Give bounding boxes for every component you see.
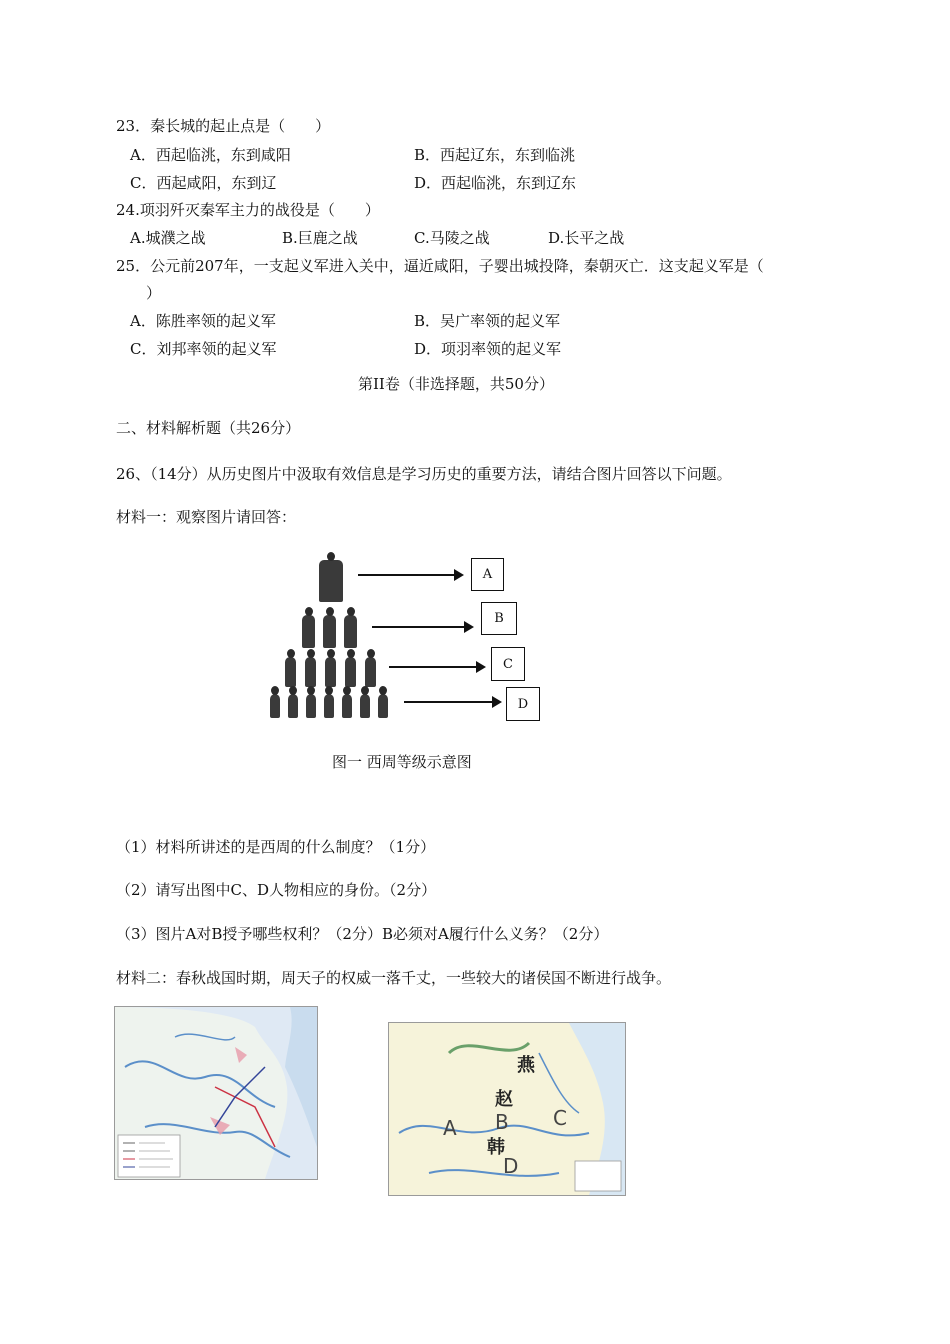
official-figure — [345, 657, 356, 687]
q26-sub1: （1）材料所讲述的是西周的什么制度？（1分） — [116, 838, 436, 856]
q23-option-b: B．西起辽东，东到临洮 — [414, 146, 576, 164]
material2-label: 材料二：春秋战国时期，周天子的权威一落千丈，一些较大的诸侯国不断进行战争。 — [116, 969, 672, 987]
q26-stem: 26、（14分）从历史图片中汲取有效信息是学习历史的重要方法，请结合图片回答以下问题。 — [116, 465, 732, 483]
official-figure — [325, 657, 336, 687]
noble-figure — [323, 615, 336, 648]
noble-figure — [344, 615, 357, 648]
box-a: A — [471, 558, 504, 591]
q24-option-b: B.巨鹿之战 — [282, 229, 358, 247]
q24-option-d: D.长平之战 — [548, 229, 625, 247]
commoner-figure — [360, 694, 370, 718]
q26-sub3: （3）图片A对B授予哪些权利？（2分）B必须对A履行什么义务？（2分） — [116, 925, 609, 943]
commoner-figure — [288, 694, 298, 718]
map2-label-c: C — [553, 1106, 567, 1130]
arrow-to-d — [404, 701, 500, 703]
q25-option-b: B．吴广率领的起义军 — [414, 312, 561, 330]
q26-sub2: （2）请写出图中C、D人物相应的身份。（2分） — [116, 881, 437, 899]
part2-title: 第II卷（非选择题，共50分） — [358, 375, 554, 393]
map1-image — [115, 1007, 317, 1179]
material1-label: 材料一：观察图片请回答： — [116, 508, 297, 526]
box-b: B — [481, 602, 517, 635]
commoner-figure — [342, 694, 352, 718]
arrow-to-a — [358, 574, 462, 576]
q25-option-c: C．刘邦率领的起义军 — [130, 340, 277, 358]
official-figure — [365, 657, 376, 687]
commoner-figure — [270, 694, 280, 718]
q23-option-a: A．西起临洮，东到咸阳 — [130, 146, 291, 164]
section2-title: 二、材料解析题（共26分） — [116, 419, 301, 437]
map2-label-b: B — [495, 1110, 509, 1134]
box-d: D — [506, 687, 540, 721]
commoner-figure — [378, 694, 388, 718]
arrow-to-c — [389, 666, 484, 668]
q23-stem: 23．秦长城的起止点是（ ） — [116, 117, 331, 135]
warring-states-map — [388, 1022, 626, 1196]
map2-label-zhao: 赵 — [495, 1089, 513, 1110]
map2-label-a: A — [443, 1116, 457, 1140]
q25-option-d: D．项羽率领的起义军 — [414, 340, 562, 358]
map2-label-yan: 燕 — [517, 1055, 535, 1076]
q24-option-a: A.城濮之战 — [130, 229, 206, 247]
official-figure — [285, 657, 296, 687]
official-figure — [305, 657, 316, 687]
q23-option-c: C．西起咸阳，东到辽 — [130, 174, 277, 192]
king-figure — [319, 560, 343, 602]
arrow-to-b — [372, 626, 472, 628]
q25-option-a: A．陈胜率领的起义军 — [130, 312, 276, 330]
commoner-figure — [306, 694, 316, 718]
noble-figure — [302, 615, 315, 648]
map2-label-d: D — [503, 1154, 519, 1178]
box-c: C — [491, 647, 525, 681]
q25-stem-line2: ） — [146, 284, 162, 302]
map2-image — [389, 1023, 625, 1195]
q24-option-c: C.马陵之战 — [414, 229, 490, 247]
commoner-figure — [324, 694, 334, 718]
spring-autumn-war-map — [114, 1006, 318, 1180]
q24-stem: 24.项羽歼灭秦军主力的战役是（ ） — [116, 201, 380, 219]
q25-stem-line1: 25．公元前207年，一支起义军进入关中，逼近咸阳，子婴出城投降，秦朝灭亡．这支起义军是（ — [116, 257, 764, 275]
q23-option-d: D．西起临洮，东到辽东 — [414, 174, 577, 192]
figure1-caption: 图一 西周等级示意图 — [332, 753, 472, 771]
map2-label-han: 韩 — [487, 1137, 505, 1158]
